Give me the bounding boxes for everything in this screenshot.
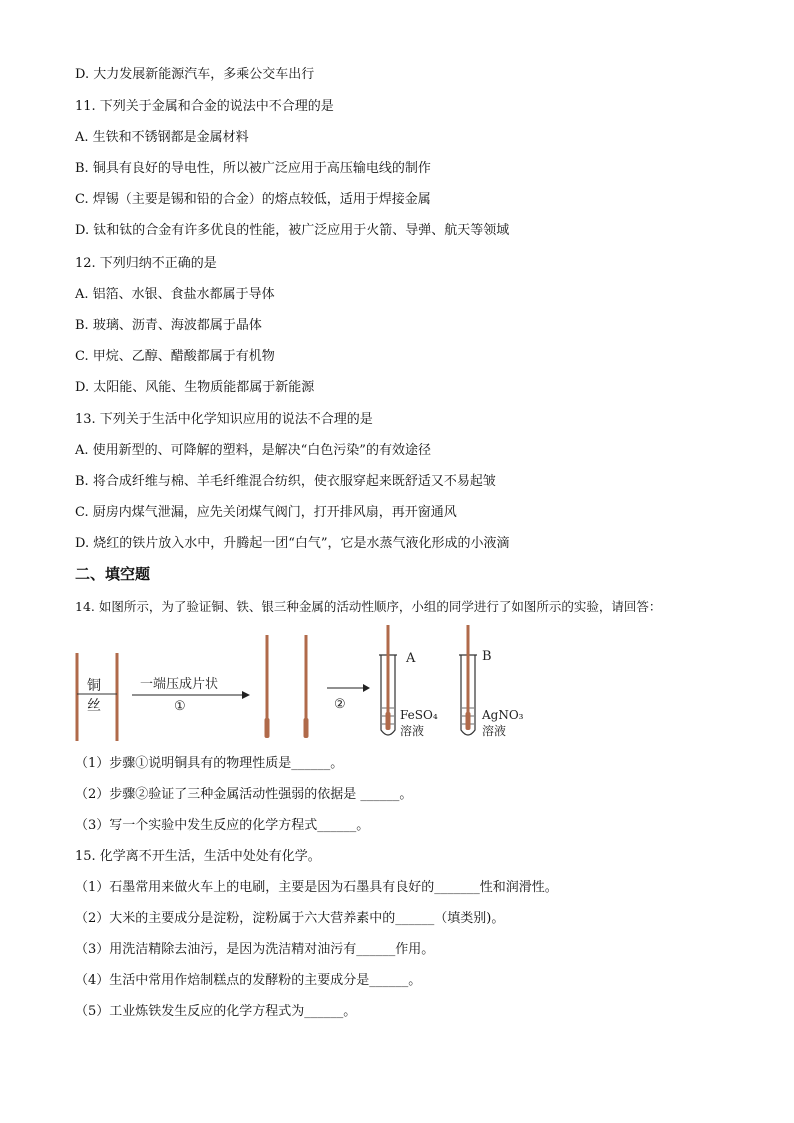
q15-sub-5: （5）工业炼铁发生反应的化学方程式为______。 [75, 1004, 357, 1019]
question-12: 12. 下列归纳不正确的是 [75, 256, 217, 271]
wire-label-2: 丝 [87, 698, 101, 714]
step1-num: ① [174, 699, 186, 714]
tube-b-solution-2: 溶液 [482, 724, 507, 738]
step1-text: 一端压成片状 [140, 677, 219, 692]
step1-arrowhead [242, 691, 250, 699]
option-d: D. 钛和钛的合金有许多优良的性能，被广泛应用于火箭、导弹、航天等领域 [75, 223, 510, 238]
option-a: A. 铝箔、水银、食盐水都属于导体 [75, 287, 275, 302]
question-11: 11. 下列关于金属和合金的说法中不合理的是 [75, 99, 334, 114]
tube-b-solution: AgNO₃ [482, 708, 524, 722]
option-a: A. 使用新型的、可降解的塑料，是解决“白色污染”的有效途径 [75, 443, 431, 458]
section-heading: 二、填空题 [75, 565, 151, 583]
option-b: B. 玻璃、沥青、海波都属于晶体 [75, 318, 262, 333]
q15-sub-4: （4）生活中常用作焙制糕点的发酵粉的主要成分是______。 [75, 973, 422, 988]
q15-sub-2: （2）大米的主要成分是淀粉，淀粉属于六大营养素中的______（填类别)。 [75, 911, 505, 926]
option-d: D. 烧红的铁片放入水中，升腾起一团“白气”，它是水蒸气液化形成的小液滴 [75, 536, 510, 551]
tube-b-label: B [482, 649, 492, 664]
tube-a-solution: FeSO₄ [400, 708, 438, 722]
experiment-figure [70, 622, 570, 744]
option-a: A. 生铁和不锈钢都是金属材料 [75, 130, 249, 145]
step2-num: ② [334, 697, 346, 712]
q14-sub-3: （3）写一个实验中发生反应的化学方程式______。 [75, 818, 370, 833]
question-13: 13. 下列关于生活中化学知识应用的说法不合理的是 [75, 412, 373, 427]
option-c: C. 厨房内煤气泄漏，应先关闭煤气阀门，打开排风扇，再开窗通风 [75, 505, 457, 520]
q15-sub-3: （3）用洗洁精除去油污，是因为洗洁精对油污有______作用。 [75, 942, 435, 957]
q15-sub-1: （1）石墨常用来做火车上的电刷，主要是因为石墨具有良好的_______性和润滑性。 [75, 880, 558, 895]
option-b: B. 将合成纤维与棉、羊毛纤维混合纺织，使衣服穿起来既舒适又不易起皱 [75, 474, 496, 489]
q14-sub-1: （1）步骤①说明铜具有的物理性质是______。 [75, 756, 344, 771]
wire-label-1: 铜 [87, 678, 101, 694]
copper-end-a [386, 712, 391, 730]
flattened-end-1 [265, 718, 270, 738]
question-14: 14. 如图所示，为了验证铜、铁、银三种金属的活动性顺序，小组的同学进行了如图所示的实验，请回答： [75, 599, 662, 614]
flattened-end-2 [304, 718, 309, 738]
option-c: C. 甲烷、乙醇、醋酸都属于有机物 [75, 349, 275, 364]
question-15: 15. 化学离不开生活，生活中处处有化学。 [75, 849, 321, 864]
step2-arrowhead [363, 684, 370, 692]
tube-a-label: A [406, 651, 416, 666]
option-d: D. 太阳能、风能、生物质能都属于新能源 [75, 380, 315, 395]
option-d: D. 大力发展新能源汽车，多乘公交车出行 [75, 67, 315, 82]
option-b: B. 铜具有良好的导电性，所以被广泛应用于高压输电线的制作 [75, 161, 431, 176]
tube-a-solution-2: 溶液 [400, 724, 425, 738]
q14-sub-2: （2）步骤②验证了三种金属活动性强弱的依据是 ______。 [75, 787, 413, 802]
option-c: C. 焊锡（主要是锡和铅的合金）的熔点较低，适用于焊接金属 [75, 192, 431, 207]
copper-end-b [466, 712, 471, 730]
